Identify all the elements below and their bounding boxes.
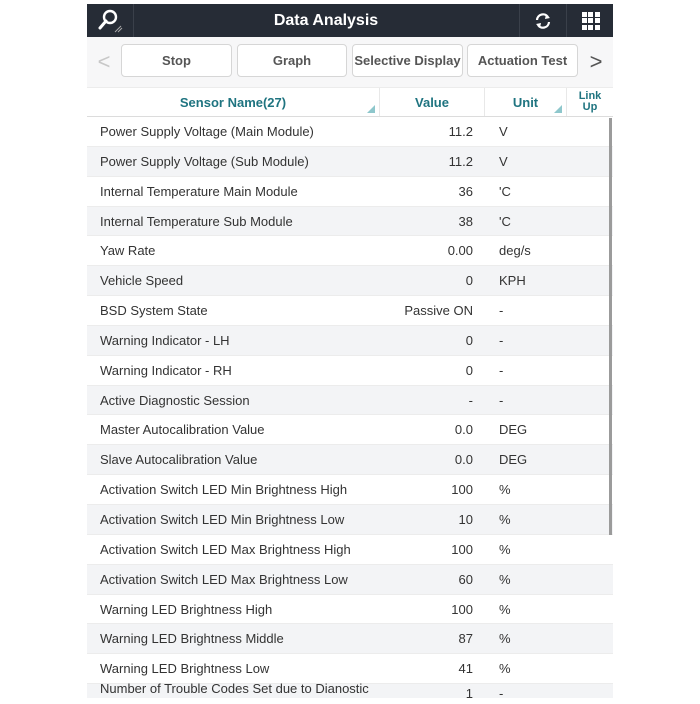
sensor-value: 1: [465, 686, 473, 701]
sensor-name: Warning Indicator - LH: [100, 332, 230, 348]
table-row[interactable]: [87, 147, 613, 177]
sensor-unit: V: [499, 153, 508, 169]
table-row[interactable]: [87, 624, 613, 654]
sensor-unit: -: [499, 332, 504, 348]
sensor-unit: 'C: [499, 213, 511, 229]
page-title: Data Analysis: [273, 11, 379, 29]
table-row[interactable]: [87, 595, 613, 625]
sensor-unit: DEG: [499, 422, 528, 438]
sensor-value: 0: [465, 273, 473, 289]
sensor-name: Activation Switch LED Max Brightness Low: [100, 571, 348, 587]
table-row[interactable]: [87, 326, 613, 356]
column-header-sensor-name[interactable]: [87, 88, 380, 116]
sensor-name: Warning Indicator - RH: [100, 362, 232, 378]
sensor-value: Passive ON: [404, 303, 473, 319]
sensor-name: Internal Temperature Sub Module: [100, 213, 293, 229]
sensor-value: 0.00: [447, 243, 473, 259]
selective-display-button[interactable]: Selective Display: [352, 44, 463, 77]
sensor-value: 0: [465, 362, 473, 378]
sensor-unit: -: [499, 362, 504, 378]
sensor-unit: %: [499, 571, 511, 587]
menu-button[interactable]: [566, 4, 613, 37]
table-row[interactable]: [87, 296, 613, 326]
unit-label: Unit: [512, 94, 539, 110]
sensor-value: 100: [451, 541, 473, 557]
table-row[interactable]: [87, 356, 613, 386]
sensor-unit: 'C: [499, 183, 511, 199]
toolbar: [87, 37, 613, 88]
column-header-value[interactable]: [380, 88, 485, 116]
table-row[interactable]: [87, 207, 613, 237]
vertical-scrollbar[interactable]: [609, 118, 612, 535]
sensor-unit: V: [499, 124, 508, 139]
sensor-name: Number of Trouble Codes Set due to Dianostic: [100, 681, 369, 697]
chevron-right-icon[interactable]: >: [589, 49, 603, 74]
sensor-name: Activation Switch LED Min Brightness Low: [100, 511, 345, 527]
sensor-unit: -: [499, 392, 504, 408]
sensor-unit: %: [499, 661, 511, 677]
column-header-unit[interactable]: [485, 88, 567, 116]
chevron-left-icon[interactable]: <: [97, 49, 111, 74]
graph-button[interactable]: Graph: [237, 44, 347, 77]
sensor-value: 0: [465, 332, 473, 348]
sensor-name: Warning LED Brightness High: [100, 601, 273, 617]
sensor-value: 41: [458, 661, 473, 677]
sensor-name: Activation Switch LED Max Brightness High: [100, 541, 351, 557]
table-row[interactable]: [87, 475, 613, 505]
table-row[interactable]: [87, 266, 613, 296]
sensor-value: 0.0: [454, 422, 473, 438]
sensor-name: BSD System State: [100, 303, 208, 319]
sensor-unit: %: [499, 631, 511, 647]
up-label: Up: [582, 101, 598, 113]
sensor-value: 0.0: [454, 452, 473, 468]
sensor-name: Warning LED Brightness Low: [100, 661, 270, 677]
sensor-table-body: [87, 117, 613, 701]
sensor-name: Slave Autocalibration Value: [100, 452, 258, 468]
grid-menu-icon: [582, 12, 600, 30]
sensor-name-label: Sensor Name(27): [179, 94, 287, 110]
table-row[interactable]: [87, 415, 613, 445]
actuation-test-button[interactable]: Actuation Test: [467, 44, 578, 77]
data-analysis-screen: [87, 4, 613, 704]
sort-icon: [554, 105, 562, 113]
sensor-unit: -: [499, 303, 504, 319]
refresh-icon: [533, 11, 553, 31]
sensor-value: 100: [451, 601, 473, 617]
table-row[interactable]: [87, 535, 613, 565]
sensor-value: 36: [458, 183, 473, 199]
value-label: Value: [415, 94, 449, 110]
link-label: Link: [578, 90, 602, 102]
table-row[interactable]: [87, 681, 613, 701]
table-row[interactable]: [87, 386, 613, 416]
table-row[interactable]: [87, 505, 613, 535]
title-bar: [87, 4, 613, 37]
sensor-unit: deg/s: [499, 243, 531, 259]
sensor-value: -: [468, 392, 473, 408]
sensor-name: Warning LED Brightness Middle: [100, 631, 284, 647]
sort-icon: [367, 105, 375, 113]
sensor-name: Internal Temperature Main Module: [100, 183, 298, 199]
table-row[interactable]: [87, 445, 613, 475]
table-row[interactable]: [87, 565, 613, 595]
sensor-name: Yaw Rate: [100, 243, 156, 259]
sensor-value: 10: [458, 511, 473, 527]
sensor-value: 87: [458, 631, 473, 647]
sensor-name: Master Autocalibration Value: [100, 422, 265, 438]
column-header-link-up[interactable]: [567, 88, 613, 116]
table-header: [87, 88, 613, 117]
sensor-unit: %: [499, 482, 511, 498]
refresh-button[interactable]: [519, 4, 566, 37]
sensor-unit: -: [499, 686, 504, 701]
sensor-name: Power Supply Voltage (Sub Module): [100, 153, 309, 169]
table-row[interactable]: [87, 117, 613, 147]
sensor-value: 100: [451, 482, 473, 498]
sensor-name: Active Diagnostic Session: [100, 392, 250, 408]
sensor-unit: DEG: [499, 452, 528, 468]
table-row[interactable]: [87, 236, 613, 266]
sensor-value: 60: [458, 571, 473, 587]
table-row[interactable]: [87, 177, 613, 207]
sensor-unit: %: [499, 601, 511, 617]
sensor-name: Power Supply Voltage (Main Module): [100, 124, 314, 139]
sensor-name: Vehicle Speed: [100, 273, 184, 289]
stop-button[interactable]: Stop: [121, 44, 232, 77]
sensor-unit: %: [499, 541, 511, 557]
search-icon: [95, 8, 125, 34]
search-button[interactable]: [87, 4, 134, 37]
sensor-value: 11.2: [448, 153, 473, 169]
sensor-unit: KPH: [499, 273, 526, 289]
sensor-value: 11.2: [448, 124, 473, 139]
sensor-unit: %: [499, 511, 511, 527]
sensor-value: 38: [458, 213, 473, 229]
sensor-name: Activation Switch LED Min Brightness High: [100, 482, 348, 498]
